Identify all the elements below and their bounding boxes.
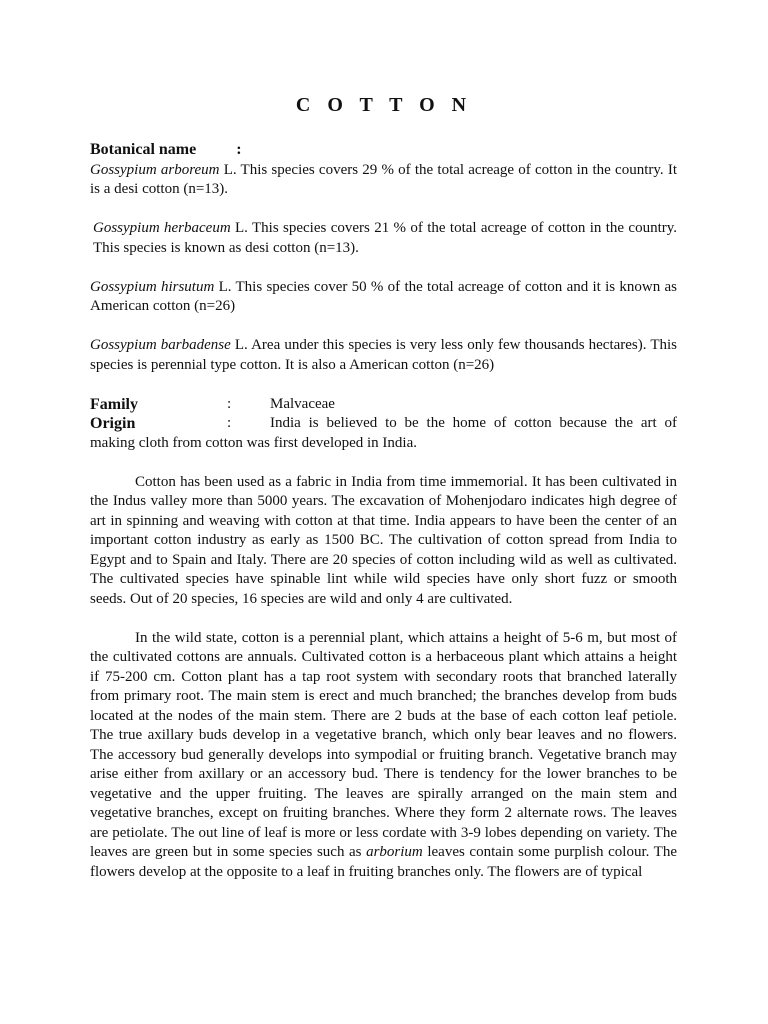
family-label: Family	[90, 395, 138, 413]
origin-label: Origin	[90, 415, 136, 432]
species-author: L.	[223, 161, 237, 178]
origin-colon: :	[227, 415, 232, 431]
botanical-name-colon: :	[236, 141, 242, 158]
species-author: L.	[234, 337, 248, 353]
botanical-name-heading	[90, 140, 677, 161]
species-text: Area under this species is very less only few thousands hectares). This species is perennial type cotton. It is also a American cotton (n=26)	[90, 337, 678, 373]
species-name: Gossypium hirsutum	[90, 278, 215, 295]
family-value: Malvaceae	[270, 395, 335, 412]
morphology-species-italic: arborium	[366, 844, 423, 860]
species-text: This species cover 50 % of the total acreage of cotton and it is known as American cotton (n=26)	[90, 278, 678, 314]
page-title: C O T T O N	[295, 94, 473, 116]
species-name: Gossypium herbaceum	[93, 220, 231, 236]
species-author: L.	[218, 278, 232, 295]
family-colon: :	[227, 395, 232, 412]
species-name: Gossypium arboreum	[90, 161, 220, 178]
morphology-text-before: In the wild state, cotton is a perennial plant, which attains a height of 5-6 m, but most of the cultivated cottons are annuals. Cultivated cotton is a herbaceous plant which attains a height if 75-200 cm. Cotton plant has a tap root system with secondary roots that branched laterally from primary root. The main stem is erect and much branched; the branches develop from buds located at the nodes of the main stem. There are 2 buds at the base of each cotton leaf petiole. The true axillary buds develop in a vegetative branch, which only bear leaves and no flowers. The accessory bud generally develops into sympodial or fruiting branch. Vegetative branch may arise either from axillary or an accessory bud. There is tendency for the lower branches to be vegetative and the upper fruiting. The leaves are spirally arranged on the main stem and vegetative branches, except on fruiting branches. Where they form 2 alternate rows. The leaves are petiolate. The out line of leaf is more or less cordate with 3-9 lobes depending on variety. The leaves are green but in some species such as	[90, 629, 677, 860]
species-paragraph-hirsutum	[90, 278, 677, 317]
species-name: Gossypium barbadense	[90, 337, 231, 353]
morphology-text-after: leaves contain some purplish colour. The flowers develop at the opposite to a leaf in fruiting branches only. The flowers are of typical	[90, 844, 677, 880]
species-paragraph-arboreum	[90, 161, 677, 200]
family-row	[90, 395, 677, 415]
species-text: This species covers 29 % of the total acreage of cotton in the country. It is a desi cotton (n=13).	[90, 161, 677, 197]
origin-row	[90, 414, 677, 434]
species-text: This species covers 21 % of the total acreage of cotton in the country. This species is known as desi cotton (n=13).	[93, 220, 678, 256]
document-body	[90, 140, 677, 882]
species-author: L.	[235, 220, 248, 236]
history-paragraph: Cotton has been used as a fabric in India from time immemorial. It has been cultivated in the Indus valley more than 5000 years. The excavation of Mohenjodaro indicates high degree of art in spinning and weaving with cotton at that time. India appears to have been the center of an important cotton industry as early as 1500 BC. The cultivation of cotton spread from India to Egypt and to Spain and Italy. There are 20 species of cotton including wild as well as cultivated. The cultivated species have spinable lint while wild species have only short fuzz or smooth seeds. Out of 20 species, 16 species are wild and only 4 are cultivated.	[90, 473, 677, 607]
species-paragraph-barbadense	[90, 336, 677, 375]
species-paragraph-herbaceum	[90, 219, 677, 258]
morphology-paragraph	[90, 629, 677, 883]
botanical-name-label: Botanical name	[90, 141, 197, 158]
origin-value: India is believed to be the home of cotton because the art of	[270, 415, 677, 431]
origin-continuation: making cloth from cotton was first developed in India.	[90, 434, 418, 451]
